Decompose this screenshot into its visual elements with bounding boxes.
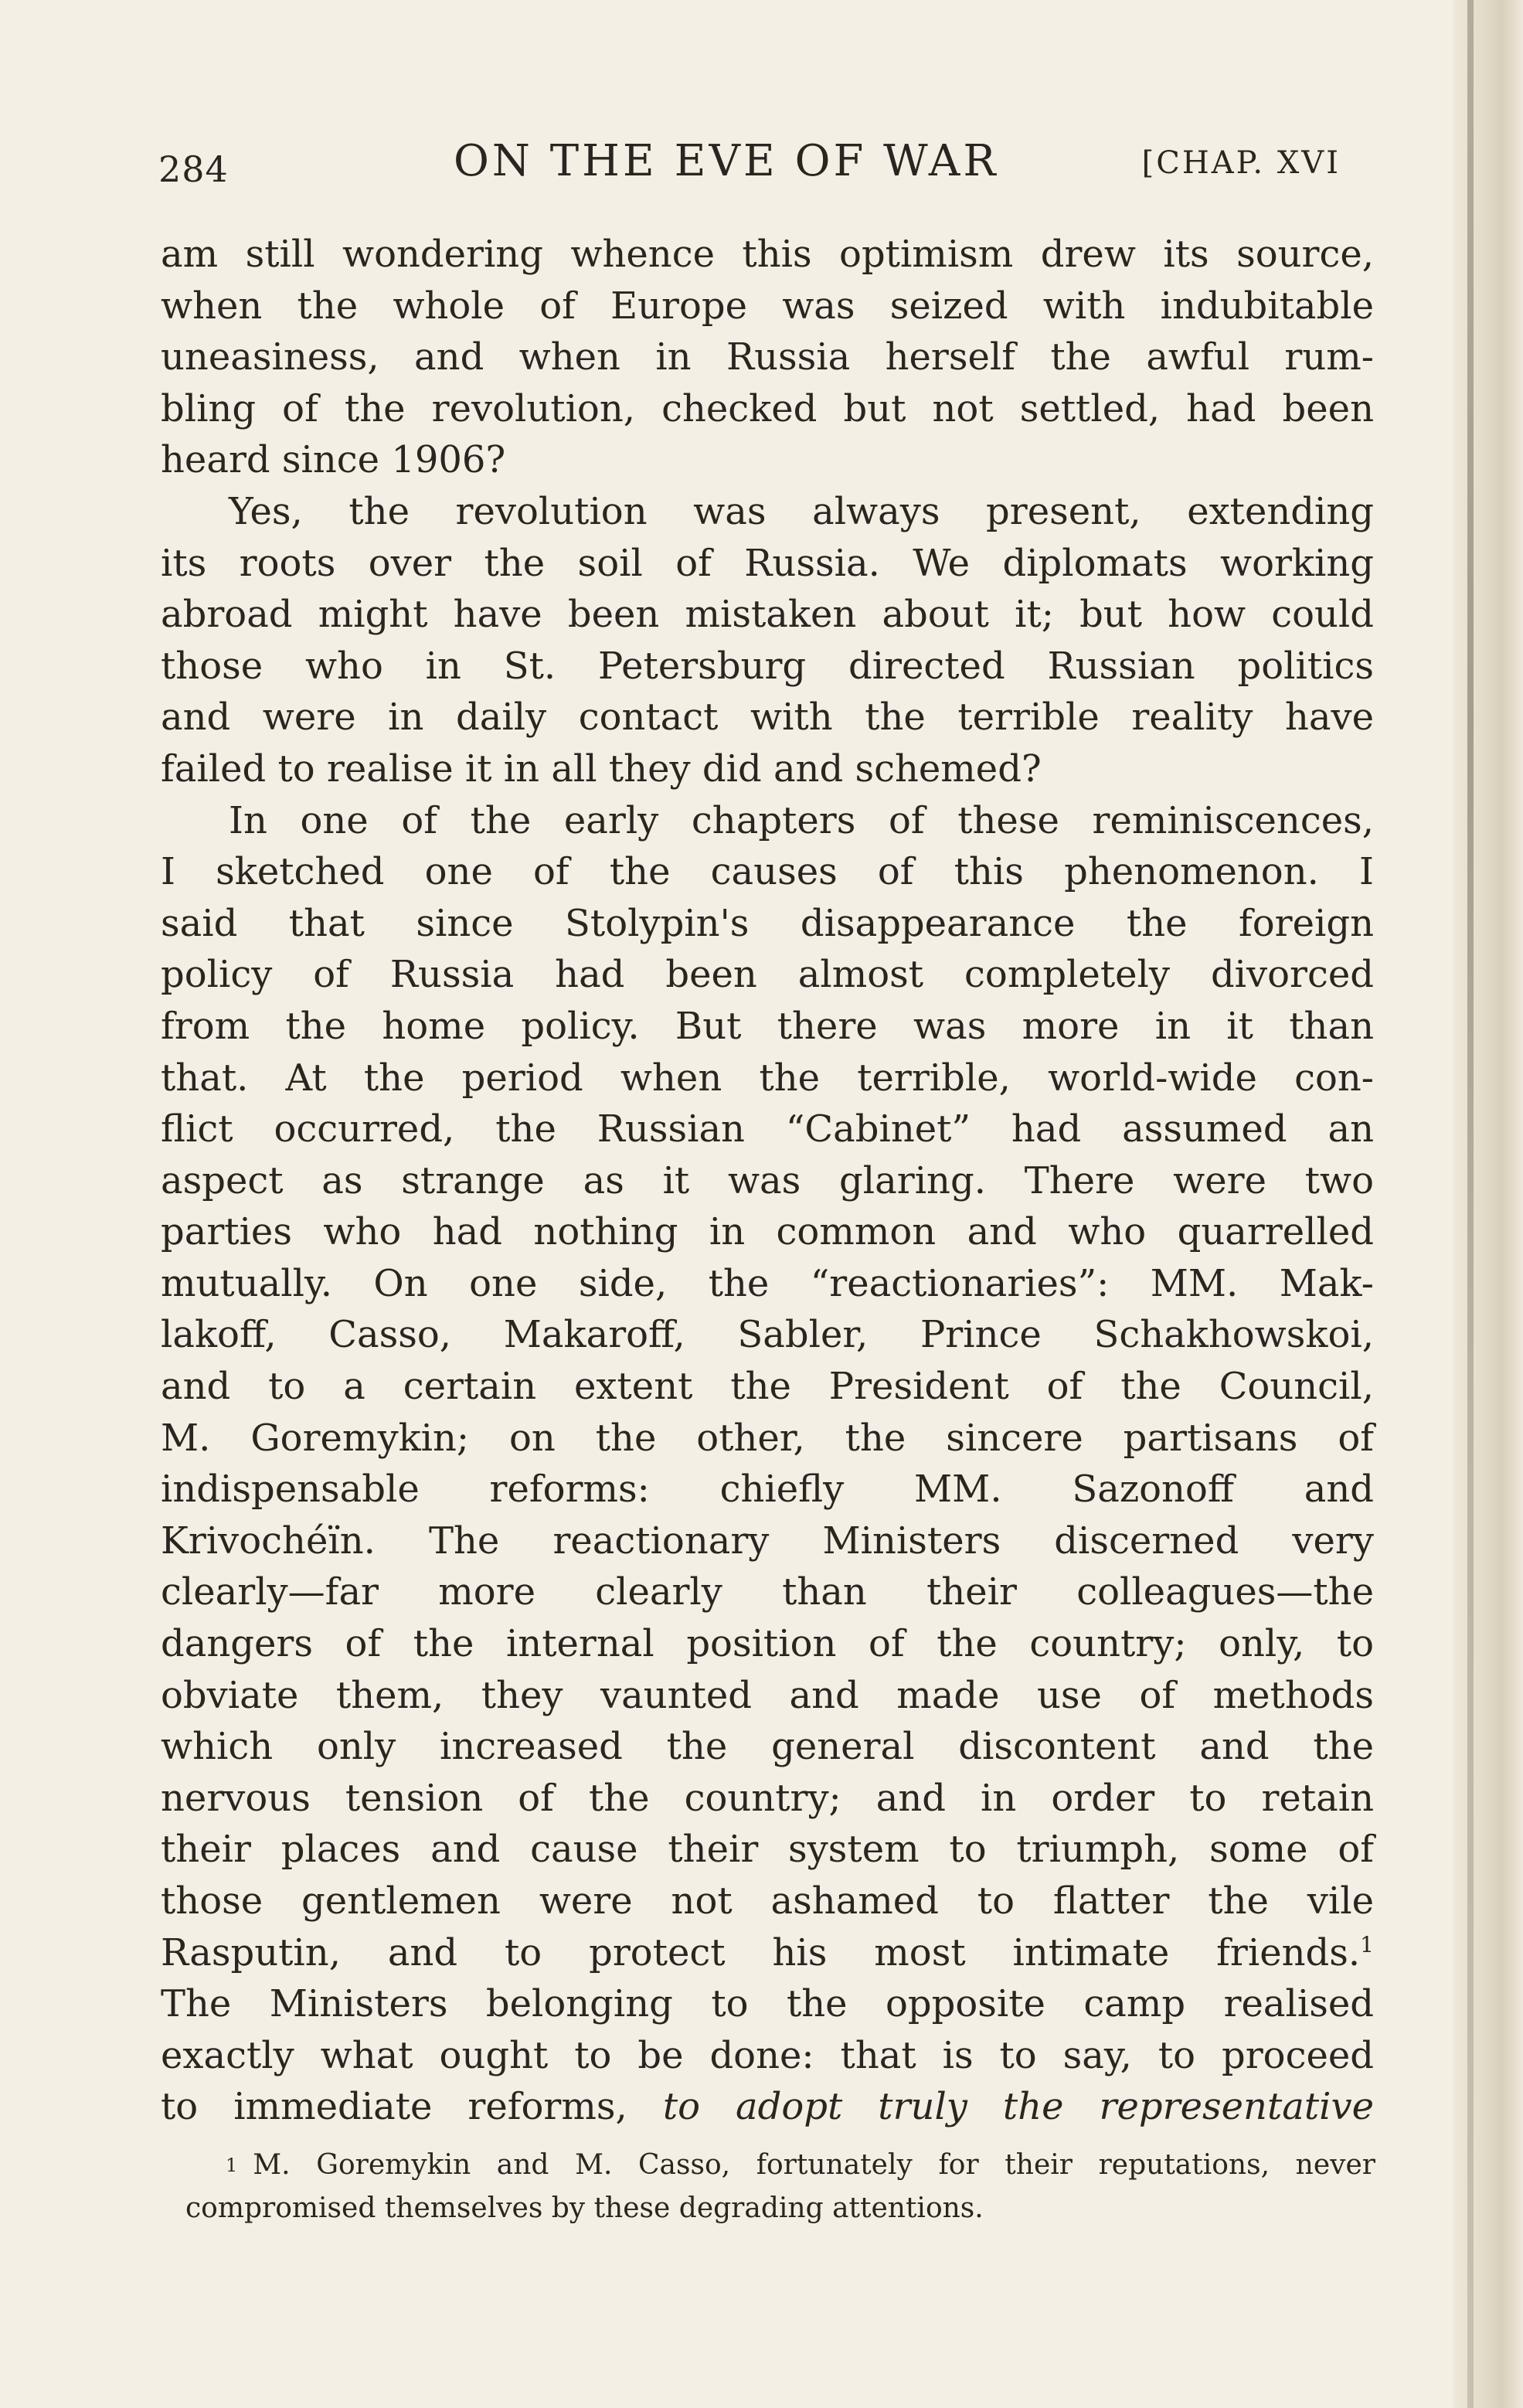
text-line: am still wondering whence this optimism drew its source,	[161, 233, 1374, 276]
text-line: abroad might have been mistaken about it; but how could	[161, 593, 1374, 637]
text-line: indispensable reforms: chiefly MM. Sazonoff and	[161, 1468, 1374, 1512]
page-edge	[1453, 0, 1523, 2408]
footnote-marker: 1	[226, 2155, 238, 2176]
text-line: those who in St. Petersburg directed Russian politics	[161, 644, 1374, 688]
text-line: said that since Stolypin's disappearance the foreign	[161, 901, 1374, 945]
text-line: their places and cause their system to triumph, some of	[161, 1828, 1374, 1872]
text-line: M. Goremykin; on the other, the sincere partisans of	[161, 1416, 1374, 1460]
text-segment: Rasputin, and to protect his most intimate friends.	[161, 1930, 1361, 1974]
body-text	[161, 229, 1374, 2133]
text-line: flict occurred, the Russian “Cabinet” had assumed an	[161, 1107, 1374, 1151]
text-line: dangers of the internal position of the country; only, to	[161, 1622, 1374, 1666]
text-line: those gentlemen were not ashamed to flatter the vile	[161, 1879, 1374, 1923]
text-line: exactly what ought to be done: that is to say, to proceed	[161, 2033, 1374, 2077]
text-line: and to a certain extent the President of the Council,	[161, 1365, 1374, 1409]
text-line: when the whole of Europe was seized with indubitable	[161, 284, 1374, 328]
chapter-reference: [CHAP. XVI	[1141, 145, 1341, 181]
text-line: failed to realise it in all they did and schemed?	[161, 747, 1042, 791]
footnote-line	[185, 2144, 1375, 2187]
text-line: mutually. On one side, the “reactionaries”: MM. Mak-	[161, 1261, 1374, 1305]
text-line: that. At the period when the terrible, world-wide con-	[161, 1056, 1374, 1100]
text-line: nervous tension of the country; and in order to retain	[161, 1776, 1374, 1820]
italic-text: to adopt truly the representative	[662, 2085, 1375, 2129]
page-number: 284	[158, 148, 229, 190]
text-line: Krivochéïn. The reactionary Ministers discerned very	[161, 1519, 1374, 1563]
text-line: its roots over the soil of Russia. We diplomats working	[161, 541, 1374, 585]
footnote-reference: 1	[1360, 1931, 1374, 1957]
text-line: lakoff, Casso, Makaroff, Sabler, Prince Schakhowskoi,	[161, 1313, 1374, 1357]
text-line: uneasiness, and when in Russia herself the awful rum-	[161, 335, 1374, 379]
text-line: parties who had nothing in common and who quarrelled	[161, 1210, 1374, 1254]
text-line: from the home policy. But there was more in it than	[161, 1004, 1374, 1048]
text-line: The Ministers belonging to the opposite camp realised	[161, 1982, 1374, 2026]
running-header	[158, 136, 1341, 198]
text-line: policy of Russia had been almost completely divorced	[161, 953, 1374, 997]
text-line: which only increased the general discontent and the	[161, 1725, 1374, 1769]
text-line	[161, 1927, 1374, 1979]
text-line: I sketched one of the causes of this phenomenon. I	[161, 850, 1374, 894]
text-line: heard since 1906?	[161, 438, 506, 482]
footnote-text: M. Goremykin and M. Casso, fortunately for their reputations, never	[253, 2149, 1375, 2181]
text-line: and were in daily contact with the terrible reality have	[161, 696, 1374, 740]
text-segment: to immediate reforms,	[161, 2085, 627, 2129]
text-line	[161, 2081, 1374, 2133]
running-title: ON THE EVE OF WAR	[454, 136, 999, 186]
text-line: clearly—far more clearly than their colleagues—the	[161, 1570, 1374, 1614]
paragraph-start-line: Yes, the revolution was always present, extending	[229, 489, 1374, 533]
footnotes	[185, 2144, 1375, 2230]
text-line: aspect as strange as it was glaring. There were two	[161, 1158, 1374, 1202]
footnote-line: compromised themselves by these degrading attentions.	[185, 2192, 984, 2224]
text-line: obviate them, they vaunted and made use of methods	[161, 1673, 1374, 1717]
paragraph-start-line: In one of the early chapters of these reminiscences,	[229, 798, 1374, 842]
text-line: bling of the revolution, checked but not settled, had been	[161, 386, 1374, 430]
